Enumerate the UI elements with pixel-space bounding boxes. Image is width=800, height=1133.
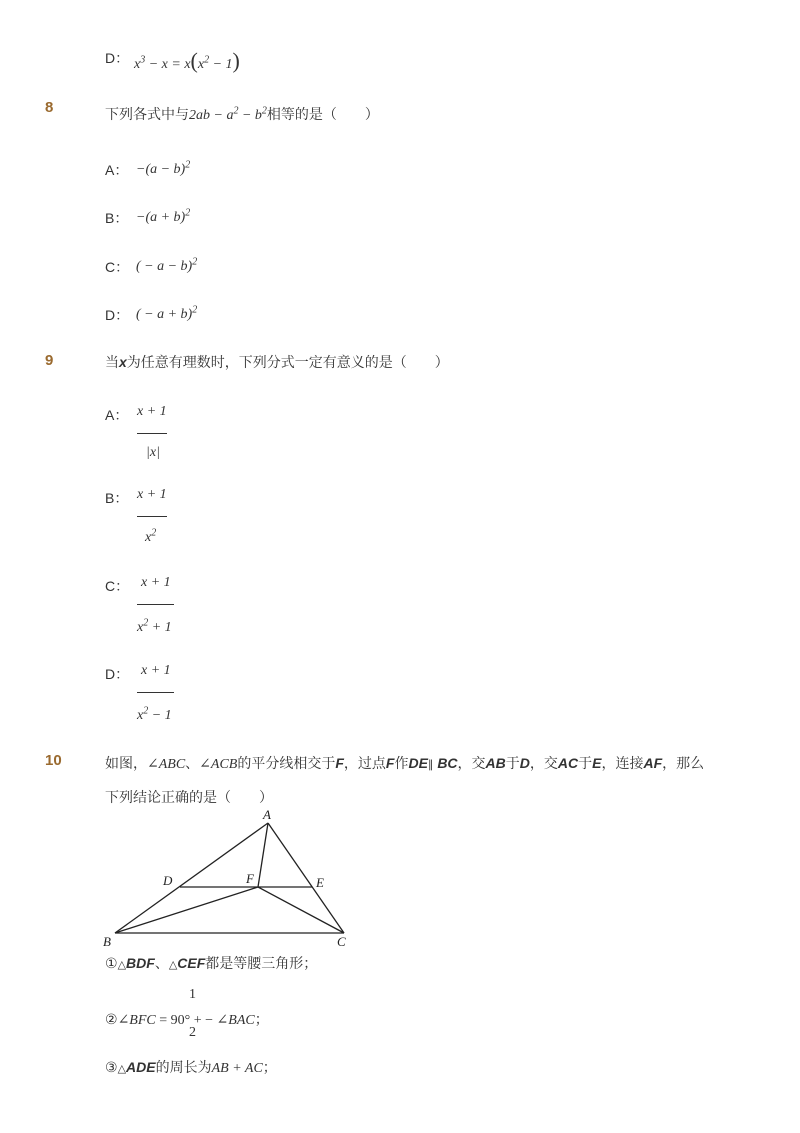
q8-option-d-label: D： [105,307,130,323]
q8-option-a-expr: $-(a - b)^2$ [136,159,191,177]
q9-option-a-numerator: x + 1 [137,404,167,419]
segment-bf [115,887,258,933]
q9-option-a-fraction-bar [137,433,167,434]
segment-ac [268,823,344,933]
q9-option-c-denominator: $x^2 + 1$ [137,617,172,635]
q8-stem-prefix: 下列各式中与 [105,106,189,122]
label-a: A [263,807,271,822]
q9-option-b-numerator: x + 1 [137,487,167,502]
q9-option-d-numerator: x + 1 [141,663,171,678]
label-b: B [103,934,111,949]
q9-stem-prefix: 当 [105,354,119,370]
q8-stem-suffix: 相等的是（ ） [266,106,379,122]
q9-option-a-label: A： [105,407,129,423]
label-c: C [337,934,346,949]
label-d: D [163,873,173,888]
q10-statement-2: ②∠BFC = 90° + − ∠BAC； [105,1011,269,1028]
segment-cf [258,887,344,933]
q8-option-d-expr: ( − a + b)$^2$ [136,304,198,322]
q8-number: 8 [45,99,54,116]
q8-stem-expr: $2ab - a^2 - b^2$ [189,105,267,123]
q10-number: 10 [45,752,62,769]
q10-statement-3: ③△ADE的周长为AB + AC； [105,1059,277,1076]
q9-stem [105,352,449,372]
q10-statement-2-frac-num: 1 [189,987,196,1002]
q10-statement-2-frac-den: 2 [189,1025,196,1040]
q7-option-d-expr: $x^3 - x = x(x^2 - 1)$ [134,48,240,73]
q9-option-c-fraction-bar [137,604,174,605]
q10-stem-line2: 下列结论正确的是（ ） [105,789,273,805]
q9-option-c-label: C： [105,578,130,594]
q9-stem-suffix: 为任意有理数时，下列分式一定有意义的是（ ） [126,354,449,370]
q9-option-b-denominator: $x^2$ [145,527,157,545]
q8-option-c-expr: ( − a − b)$^2$ [136,256,198,274]
label-f: F [246,871,254,886]
q8-option-b-expr: $-(a + b)^2$ [136,207,191,225]
q9-option-d-denominator: $x^2 - 1$ [137,705,172,723]
q9-option-a-denominator: |x| [146,445,160,460]
q7-option-d-label: D： [105,50,130,66]
segment-af [258,823,268,887]
q9-option-b-label: B： [105,490,129,506]
q9-option-d-label: D： [105,666,130,682]
q9-option-c-numerator: x + 1 [141,575,171,590]
label-e: E [316,875,324,890]
q8-option-a-label: A： [105,162,129,178]
q10-statement-1: ①△BDF、△CEF都是等腰三角形； [105,955,318,971]
q10-stem-line1: 如图，∠ABC、∠ACB的平分线相交于F，过点F作DE∥ BC，交AB于D，交AC于E，连接AF，那么 [105,755,705,772]
q9-option-d-fraction-bar [137,692,174,693]
q9-number: 9 [45,352,54,369]
q8-option-c-label: C： [105,259,130,275]
triangle-figure [100,806,360,951]
q8-stem [105,104,379,124]
q8-option-b-label: B： [105,210,129,226]
q9-option-b-fraction-bar [137,516,167,517]
q9-stem-var: x [119,354,127,370]
